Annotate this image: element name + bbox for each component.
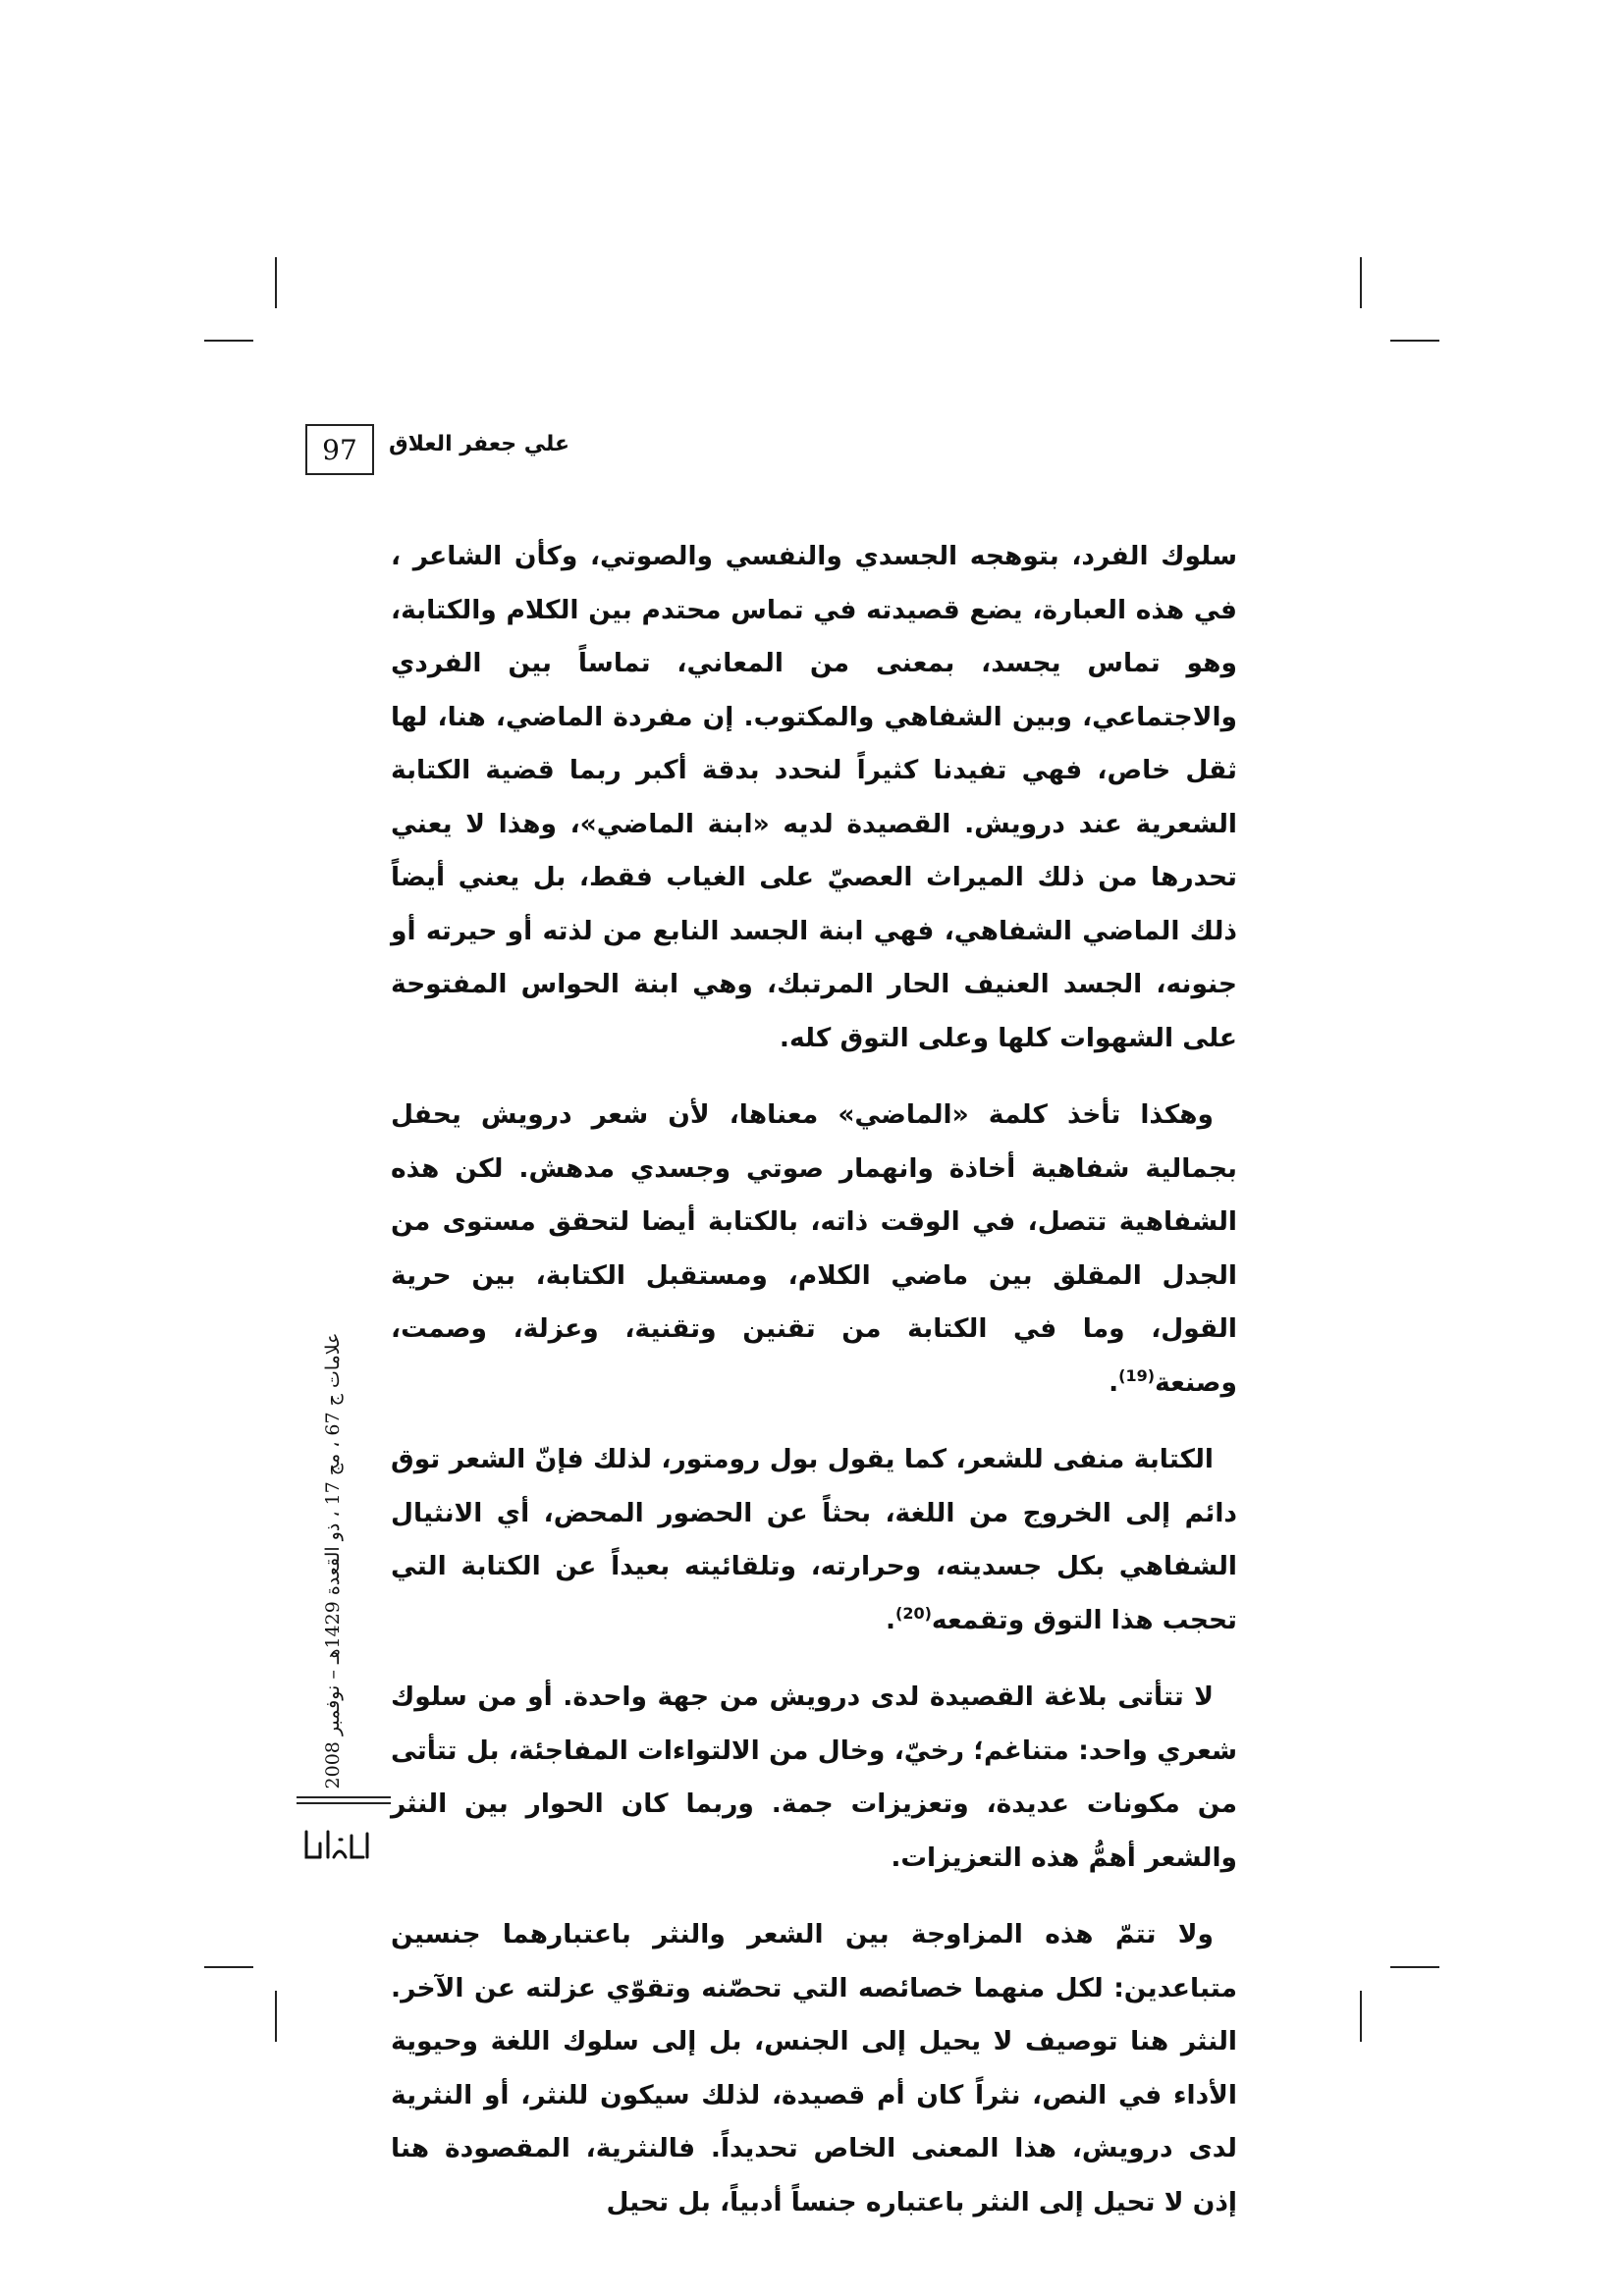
- rule-line: [297, 1802, 391, 1804]
- crop-mark-top-left-h: [204, 340, 253, 342]
- journal-rules: [297, 1796, 391, 1808]
- crop-mark-bottom-right: [1360, 1991, 1362, 2042]
- paragraph-3: [391, 1433, 1237, 1647]
- paragraph-3-text: الكتابة منفى للشعر، كما يقول بول رومتور، لذلك فإنّ الشعر توق دائم إلى الخروج من اللغة، بحثاً عن الحضور المحض، أي الانثيال الشفاهي بكل جسديته، وحرارته، وتلقائيته بعيداً عن الكتابة التي تحجب هذا التوق وتقمعه: [391, 1444, 1237, 1635]
- crop-mark-top-right-h: [1390, 340, 1439, 342]
- crop-mark-bottom-right-h: [1390, 1966, 1439, 1968]
- paragraph-1: سلوك الفرد، بتوهجه الجسدي والنفسي والصوتي، وكأن الشاعر ، في هذه العبارة، يضع قصيدته في تماس محتدم بين الكلام والكتابة، وهو تماس يجسد، بمعنى من المعاني، تماساً بين الفردي والاجتماعي، وبين الشفاهي والمكتوب. إن مفردة الماضي، هنا، لها ثقل خاص، فهي تفيدنا كثيراً لنحدد بدقة أكبر ربما قضية الكتابة الشعرية عند درويش. القصيدة لديه «ابنة الماضي»، وهذا لا يعني تحدرها من ذلك الميراث العصيّ على الغياب فقط، بل يعني أيضاً ذلك الماضي الشفاهي، فهي ابنة الجسد النابع من لذته أو حيرته أو جنونه، الجسد العنيف الحار المرتبك، وهي ابنة الحواس المفتوحة على الشهوات كلها وعلى التوق كله.: [391, 541, 1237, 1053]
- paragraph-2-period: .: [1109, 1366, 1119, 1398]
- page-number: 97: [305, 424, 374, 475]
- crop-mark-bottom-left: [275, 1991, 277, 2042]
- journal-issue-info: علامات ج 67 ، مج 17 ، ذو القعدة 1429هـ – نوفمبر 2008: [322, 1332, 344, 1789]
- rule-line: [297, 1796, 391, 1798]
- author-name: علي جعفر العلاق: [389, 432, 569, 456]
- crop-mark-top-left: [275, 257, 277, 308]
- journal-logo: [300, 1826, 375, 1865]
- crop-mark-top-right: [1360, 257, 1362, 308]
- paragraph-2-text: وهكذا تأخذ كلمة «الماضي» معناها، لأن شعر درويش يحفل بجمالية شفاهية أخاذة وانهمار صوتي وجسدي مدهش. لكن هذه الشفاهية تتصل، في الوقت ذاته، بالكتابة أيضا لتحقق مستوى من الجدل المقلق بين ماضي الكلام، ومستقبل الكتابة، بين حرية القول، وما في الكتابة من تقنين وتقنية، وعزلة، وصمت، وصنعة: [391, 1099, 1237, 1398]
- paragraph-2: [391, 1089, 1237, 1410]
- crop-mark-bottom-left-h: [204, 1966, 253, 1968]
- paragraph-3-period: .: [885, 1604, 896, 1635]
- article-body: [391, 530, 1237, 2253]
- footnote-ref-20: (20): [895, 1603, 932, 1623]
- paragraph-5: ولا تتمّ هذه المزاوجة بين الشعر والنثر باعتبارهما جنسين متباعدين: لكل منهما خصائصه التي تحصّنه وتقوّي عزلته عن الآخر. النثر هنا توصيف لا يحيل إلى الجنس، بل إلى سلوك اللغة وحيوية الأداء في النص، نثراً كان أم قصيدة، لذلك سيكون للنثر، أو النثرية لدى درويش، هذا المعنى الخاص تحديداً. فالنثرية، المقصودة هنا إذن لا تحيل إلى النثر باعتباره جنساً أدبياً، بل تحيل: [391, 1919, 1237, 2217]
- paragraph-4: لا تتأتى بلاغة القصيدة لدى درويش من جهة واحدة. أو من سلوك شعري واحد: متناغم؛ رخيّ، وخال من الالتواءات المفاجئة، بل تتأتى من مكونات عديدة، وتعزيزات جمة. وربما كان الحوار بين النثر والشعر أهمُّ هذه التعزيزات.: [391, 1682, 1237, 1873]
- footnote-ref-19: (19): [1118, 1365, 1156, 1385]
